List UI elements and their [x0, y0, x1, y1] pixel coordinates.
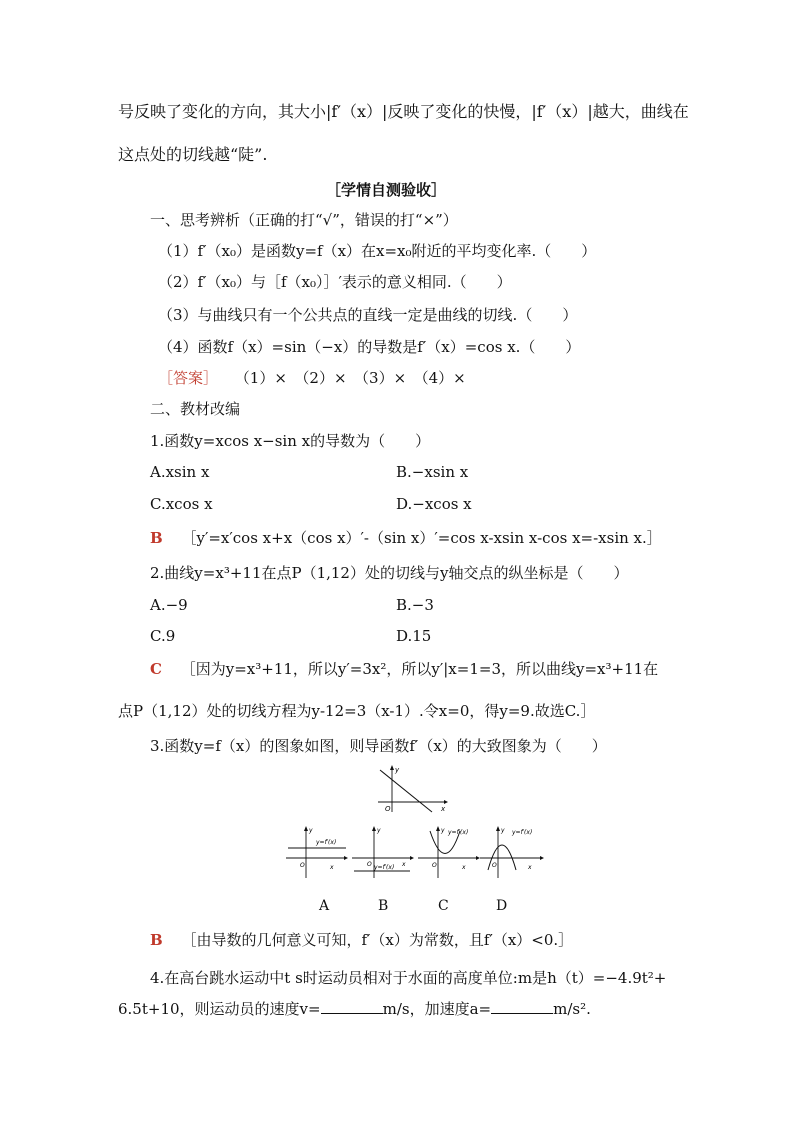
q3-stem: 3.函数y=f（x）的图象如图，则导函数f′（x）的大致图象为（ ） — [150, 737, 607, 755]
q2-option-c: C.9 — [150, 627, 176, 645]
graph-a-label: y=f′(x) — [316, 839, 337, 846]
graph-d-axis-x: x — [528, 864, 532, 871]
q2-option-d: D.15 — [396, 627, 432, 645]
q3-option-graph-d — [480, 826, 544, 880]
main-axis-y: y — [395, 766, 400, 774]
graph-a-axis-y: y — [309, 827, 313, 834]
intro-line-2: 这点处的切线越“陡”. — [118, 145, 268, 164]
judgement-item-2: （2）f′（x₀）与［f（x₀）］′表示的意义相同.（ ） — [158, 273, 512, 291]
q3-answer-letter: B — [150, 931, 163, 949]
judgement-item-3: （3）与曲线只有一个公共点的直线一定是曲线的切线.（ ） — [158, 306, 578, 324]
graph-a-axis-x: x — [330, 864, 334, 871]
q3-letter-b: B — [378, 898, 389, 914]
q2-option-b: B.−3 — [396, 596, 434, 614]
q2-stem: 2.曲线y=x³+11在点P（1,12）处的切线与y轴交点的纵坐标是（ ） — [150, 564, 629, 582]
q1-option-b: B.−xsin x — [396, 463, 469, 481]
section-title: ［学情自测验收］ — [326, 181, 447, 199]
intro-line-1: 号反映了变化的方向，其大小|f′（x）|反映了变化的快慢，|f′（x）|越大，曲线在 — [118, 102, 689, 121]
graph-b-axis-x: x — [402, 861, 406, 868]
q3-option-graph-c — [418, 826, 480, 880]
graph-d-axis-y: y — [501, 827, 505, 834]
q1-solution — [150, 528, 662, 548]
graph-b-origin: O — [367, 861, 372, 868]
answer-label: ［答案］ — [158, 369, 219, 387]
q1-option-a: A.xsin x — [150, 463, 210, 481]
graph-b-axis-y: y — [377, 827, 381, 834]
q3-letter-d: D — [496, 898, 508, 914]
q2-explanation-2: 点P（1,12）处的切线方程为y-12=3（x-1）.令x=0，得y=9.故选C.］ — [118, 702, 596, 720]
q4-text-a: 6.5t+10，则运动员的速度v= — [118, 1000, 321, 1018]
answer-row — [158, 368, 466, 388]
q4-stem-line-2 — [118, 999, 591, 1019]
velocity-blank[interactable] — [321, 999, 383, 1014]
q1-option-d: D.−xcos x — [396, 495, 472, 513]
graph-c-axis-x: x — [462, 864, 466, 871]
q2-option-a: A.−9 — [150, 596, 188, 614]
part1-heading: 一、思考辨析（正确的打“√”，错误的打“×”） — [150, 211, 458, 229]
q3-letter-c: C — [438, 898, 449, 914]
graph-d-label: y=f′(x) — [512, 829, 533, 836]
judgement-item-1: （1）f′（x₀）是函数y=f（x）在x=x₀附近的平均变化率.（ ） — [158, 242, 597, 260]
main-axis-x: x — [441, 805, 446, 813]
answer-text: （1）× （2）× （3）× （4）× — [234, 369, 466, 387]
acceleration-blank[interactable] — [491, 999, 553, 1014]
graph-c-axis-y: y — [441, 827, 445, 834]
q2-answer-letter: C — [150, 660, 162, 678]
q3-solution — [150, 930, 573, 950]
q1-explanation: ［y′=x′cos x+x（cos x）′-（sin x）′=cos x-xsin x-cos x=-xsin x.］ — [181, 529, 662, 547]
part2-heading: 二、教材改编 — [150, 400, 241, 418]
q4-text-b: m/s，加速度a= — [382, 1000, 492, 1018]
main-origin: O — [385, 805, 391, 813]
q4-stem-line-1: 4.在高台跳水运动中t s时运动员相对于水面的高度单位:m是h（t）=−4.9t²+ — [150, 969, 667, 987]
q3-option-graph-b — [352, 826, 414, 880]
q2-explanation-1: ［因为y=x³+11，所以y′=3x²，所以y′|x=1=3，所以曲线y=x³+11在 — [180, 660, 659, 678]
graph-a-origin: O — [300, 862, 305, 869]
judgement-item-4: （4）函数f（x）=sin（−x）的导数是f′（x）=cos x.（ ） — [158, 338, 581, 356]
q3-letter-a: A — [319, 898, 330, 914]
q1-answer-letter: B — [150, 529, 163, 547]
q2-solution-line-1 — [150, 659, 658, 679]
q1-stem: 1.函数y=xcos x−sin x的导数为（ ） — [150, 432, 431, 450]
q3-option-graph-a — [286, 826, 348, 880]
q1-option-c: C.xcos x — [150, 495, 213, 513]
graph-c-origin: O — [432, 862, 437, 869]
q3-main-graph — [378, 764, 448, 814]
graph-d-origin: O — [492, 862, 497, 869]
q3-explanation: ［由导数的几何意义可知，f′（x）为常数，且f′（x）<0.］ — [181, 931, 574, 949]
graph-c-label: y=f′(x) — [448, 829, 469, 836]
q4-text-c: m/s². — [553, 1000, 591, 1018]
graph-b-label: y=f′(x) — [374, 864, 395, 871]
